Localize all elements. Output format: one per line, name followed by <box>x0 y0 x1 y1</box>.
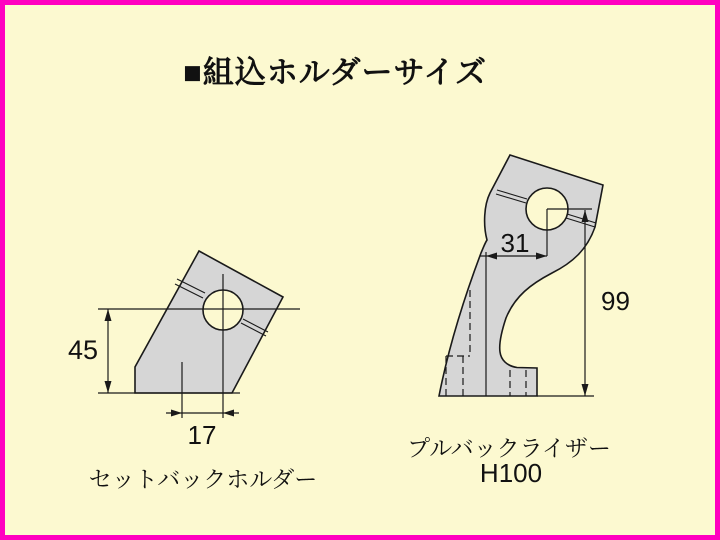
dim-value-45: 45 <box>67 335 98 365</box>
arrowhead-down <box>582 384 589 396</box>
arrowhead-down <box>105 381 112 393</box>
arrowhead-up <box>105 309 112 321</box>
setback-holder-label: セットバックホルダー <box>88 466 318 492</box>
arrowhead-right <box>171 410 182 417</box>
dim-value-99: 99 <box>601 286 630 316</box>
setback-holder-diagram <box>68 251 300 450</box>
dim-value-17: 17 <box>187 420 217 450</box>
page-title: ■組込ホルダーサイズ <box>183 55 488 90</box>
arrowhead-left <box>223 410 234 417</box>
pullback-riser-label: プルバックライザー <box>407 435 611 461</box>
pullback-riser-diagram <box>439 155 630 396</box>
dim-value-31: 31 <box>500 228 530 258</box>
pullback-riser-model: H100 <box>479 458 543 488</box>
